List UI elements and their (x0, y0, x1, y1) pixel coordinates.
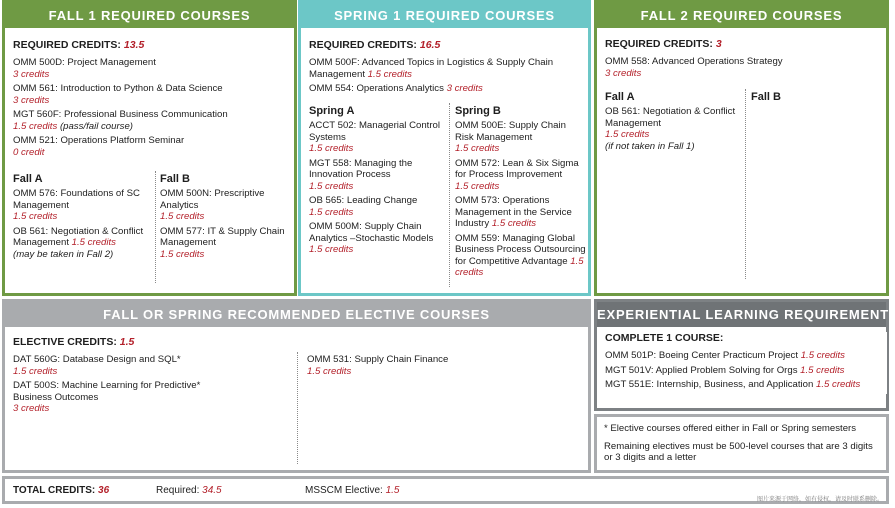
course-item: OMM 521: Operations Platform Seminar 0 credit (13, 135, 185, 158)
fall2-fall-a-label: Fall A (605, 91, 635, 103)
remaining-note: Remaining electives must be 500-level courses that are 3 digits or 3 digits and a letter (604, 440, 873, 463)
course-item: MGT 560F: Professional Business Communication 1.5 credits (pass/fail course) (13, 109, 228, 132)
spring1-panel (298, 0, 591, 296)
fall1-fall-b-label: Fall B (160, 173, 190, 185)
fall2-required-credits: REQUIRED CREDITS: 3 (605, 38, 722, 50)
spring1-spring-a-label: Spring A (309, 105, 355, 117)
required-total: Required: 34.5 (156, 485, 222, 496)
totals-bar (2, 476, 889, 504)
course-item: OMM 576: Foundations of SC Management 1.5 credits (13, 188, 140, 222)
course-item: OMM 554: Operations Analytics 3 credits (309, 83, 483, 94)
spring1-required-credits: REQUIRED CREDITS: 16.5 (309, 39, 441, 51)
course-item: OMM 561: Introduction to Python & Data Science 3 credits (13, 83, 223, 106)
course-item: OMM 558: Advanced Operations Strategy 3 credits (605, 56, 783, 79)
course-item: DAT 560G: Database Design and SQL* 1.5 credits (13, 354, 181, 377)
experiential-header: EXPERIENTIAL LEARNING REQUIREMENT (597, 302, 886, 327)
spring1-spring-b-label: Spring B (455, 105, 501, 117)
course-item: OMM 500F: Advanced Topics in Logistics & Supply Chain Management 1.5 credits (309, 57, 554, 80)
course-item: MGT 558: Managing the Innovation Process 1.5 credits (309, 157, 413, 192)
course-item: OMM 501P: Boeing Center Practicum Project 1.5 credits (605, 350, 845, 361)
total-credits: TOTAL CREDITS: 36 (13, 485, 110, 496)
watermark: 图片来源于网络，如有侵权，请及时联系删除。 (756, 497, 883, 503)
course-item: OMM 500E: Supply Chain Risk Management 1.5 credits (455, 120, 566, 154)
elective-credits: ELECTIVE CREDITS: 1.5 (13, 336, 135, 348)
fall1-fall-a-label: Fall A (13, 173, 43, 185)
experiential-panel (594, 299, 889, 411)
fall1-required-credits: REQUIRED CREDITS: 13.5 (13, 39, 145, 51)
course-item: OMM 531: Supply Chain Finance 1.5 credits (307, 354, 449, 377)
electives-header: FALL OR SPRING RECOMMENDED ELECTIVE COURSES (5, 302, 588, 327)
experiential-label: COMPLETE 1 COURSE: (605, 332, 724, 344)
course-item: OB 565: Leading Change 1.5 credits (309, 195, 418, 218)
elective-total: MSSCM Elective: 1.5 (305, 485, 400, 496)
course-item: OMM 500D: Project Management 3 credits (13, 57, 156, 80)
course-item: OMM 559: Managing Global Business Process Outsourcing for Competitive Advantage 1.5 credits (455, 232, 586, 278)
spring1-header: SPRING 1 REQUIRED COURSES (301, 3, 588, 28)
course-item: DAT 500S: Machine Learning for Predictive* Business Outcomes 3 credits (13, 380, 201, 414)
fall1-panel (2, 0, 297, 296)
course-item: OB 561: Negotiation & Conflict Management 1.5 credits (may be taken in Fall 2) (13, 225, 144, 260)
course-item: ACCT 502: Managerial Control Systems 1.5 credits (309, 120, 441, 154)
fall2-header: FALL 2 REQUIRED COURSES (597, 3, 886, 28)
course-item: OMM 572: Lean & Six Sigma for Process Improvement 1.5 credits (455, 157, 579, 192)
course-item: OMM 577: IT & Supply Chain Management 1.5 credits (160, 225, 285, 260)
course-item: MGT 551E: Internship, Business, and Application 1.5 credits (605, 379, 861, 390)
fall2-fall-b-label: Fall B (751, 91, 781, 103)
course-item: OMM 500N: Prescriptive Analytics 1.5 credits (160, 188, 265, 222)
course-item: MGT 501V: Applied Problem Solving for Orgs 1.5 credits (605, 364, 845, 376)
fall2-panel (594, 0, 889, 296)
notes-panel (594, 414, 889, 473)
course-item: OMM 573: Operations Management in the Service Industry 1.5 credits (455, 195, 572, 229)
electives-panel (2, 299, 591, 473)
elective-note: * Elective courses offered either in Fall or Spring semesters (604, 423, 857, 434)
course-item: OMM 500M: Supply Chain Analytics –Stochastic Models 1.5 credits (309, 221, 434, 255)
course-item: OB 561: Negotiation & Conflict Management 1.5 credits (if not taken in Fall 1) (605, 106, 736, 152)
fall1-header: FALL 1 REQUIRED COURSES (5, 3, 294, 28)
